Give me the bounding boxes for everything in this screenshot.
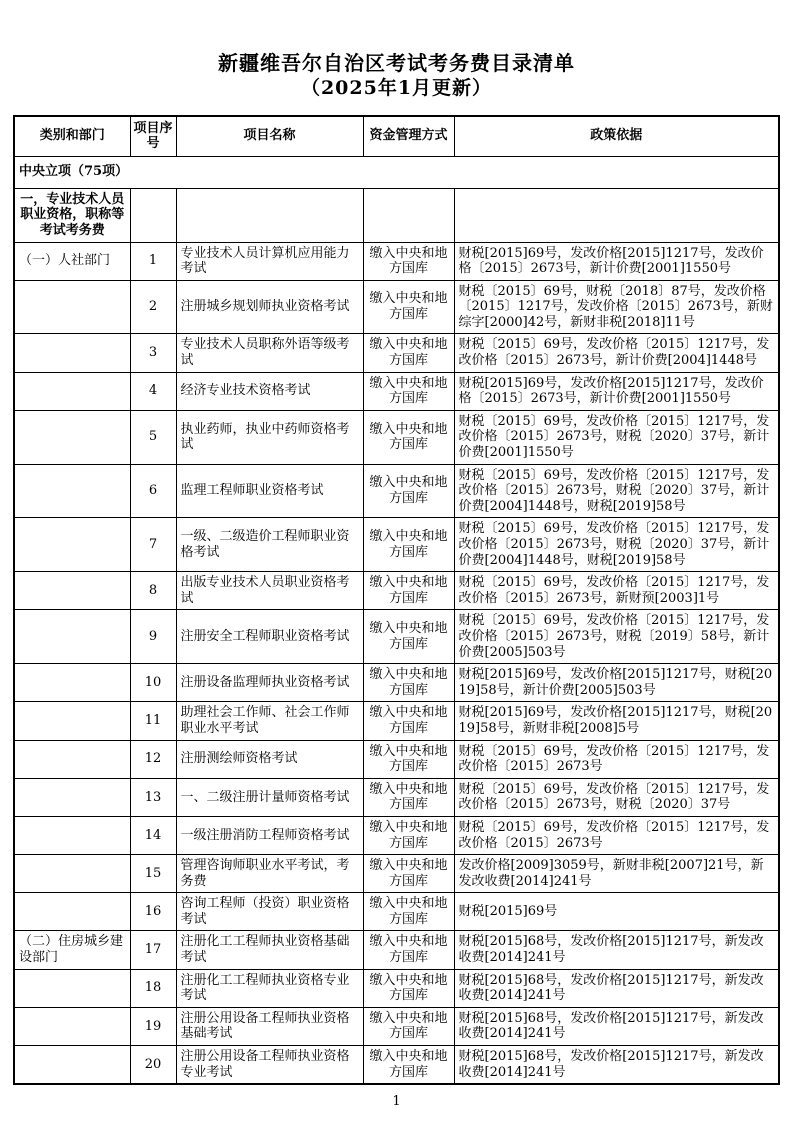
fund-cell: 缴入中央和地方国库 xyxy=(363,610,454,664)
dept-cell xyxy=(14,778,130,816)
column-header-policy: 政策依据 xyxy=(454,116,779,156)
seq-cell: 19 xyxy=(130,1007,176,1045)
table-row xyxy=(14,816,779,854)
seq-cell: 4 xyxy=(130,372,176,410)
seq-cell: 12 xyxy=(130,740,176,778)
dept-cell xyxy=(14,572,130,610)
fund-cell: 缴入中央和地方国库 xyxy=(363,464,454,518)
name-cell: 注册公用设备工程师执业资格专业考试 xyxy=(176,1046,363,1085)
seq-cell: 16 xyxy=(130,893,176,931)
policy-cell: 财税〔2015〕69号，发改价格〔2015〕1217号，发改价格〔2015〕2673号 xyxy=(454,816,779,854)
dept-cell xyxy=(14,855,130,893)
dept-cell xyxy=(14,740,130,778)
policy-cell: 财税[2015]68号，发改价格[2015]1217号，新发改收费[2014]241号 xyxy=(454,931,779,969)
page-number: 1 xyxy=(392,1094,401,1110)
policy-cell: 财税〔2015〕69号，发改价格〔2015〕1217号，发改价格〔2015〕2673号，财税〔2020〕37号，新计价费[2001]1550号 xyxy=(454,410,779,464)
fund-cell: 缴入中央和地方国库 xyxy=(363,664,454,702)
policy-cell: 财税〔2015〕69号，财税〔2018〕87号，发改价格〔2015〕1217号，发改价格〔2015〕2673号，新财综字[2000]42号，新财非税[2018]11号 xyxy=(454,280,779,334)
table-row xyxy=(14,610,779,664)
fund-cell: 缴入中央和地方国库 xyxy=(363,855,454,893)
dept-cell xyxy=(14,969,130,1007)
column-header-category: 类别和部门 xyxy=(14,116,130,156)
fund-cell: 缴入中央和地方国库 xyxy=(363,334,454,372)
name-cell: 一级、二级造价工程师职业资格考试 xyxy=(176,518,363,572)
section-label: 中央立项（75项） xyxy=(14,156,779,188)
table-row xyxy=(14,372,779,410)
seq-cell: 15 xyxy=(130,855,176,893)
page-subtitle: （2025年1月更新） xyxy=(300,77,493,99)
name-cell: 出版专业技术人员职业资格考试 xyxy=(176,572,363,610)
table-row xyxy=(14,1007,779,1045)
name-cell: 注册公用设备工程师执业资格基础考试 xyxy=(176,1007,363,1045)
name-cell: 注册化工工程师执业资格专业考试 xyxy=(176,969,363,1007)
fund-cell: 缴入中央和地方国库 xyxy=(363,372,454,410)
policy-cell: 财税[2015]69号，发改价格[2015]1217号，财税[2019]58号，新计价费[2005]503号 xyxy=(454,664,779,702)
table-row xyxy=(14,242,779,280)
dept-cell xyxy=(14,893,130,931)
dept-cell xyxy=(14,664,130,702)
dept-cell xyxy=(14,816,130,854)
table-row xyxy=(14,778,779,816)
dept-cell xyxy=(14,334,130,372)
dept-cell xyxy=(14,464,130,518)
seq-cell: 18 xyxy=(130,969,176,1007)
policy-cell: 财税[2015]68号，发改价格[2015]1217号，新发改收费[2014]241号 xyxy=(454,969,779,1007)
empty-cell xyxy=(454,188,779,242)
seq-cell: 20 xyxy=(130,1046,176,1085)
policy-cell: 发改价格[2009]3059号，新财非税[2007]21号，新发改收费[2014]241号 xyxy=(454,855,779,893)
name-cell: 注册安全工程师职业资格考试 xyxy=(176,610,363,664)
name-cell: 一级注册消防工程师资格考试 xyxy=(176,816,363,854)
seq-cell: 10 xyxy=(130,664,176,702)
dept-cell xyxy=(14,280,130,334)
group-row xyxy=(14,188,779,242)
name-cell: 监理工程师职业资格考试 xyxy=(176,464,363,518)
fund-cell: 缴入中央和地方国库 xyxy=(363,518,454,572)
seq-cell: 6 xyxy=(130,464,176,518)
fund-cell: 缴入中央和地方国库 xyxy=(363,1007,454,1045)
table-row xyxy=(14,702,779,740)
dept-cell xyxy=(14,702,130,740)
name-cell: 执业药师，执业中药师资格考试 xyxy=(176,410,363,464)
table-row xyxy=(14,464,779,518)
table-row xyxy=(14,664,779,702)
section-row xyxy=(14,156,779,188)
seq-cell: 1 xyxy=(130,242,176,280)
policy-cell: 财税[2015]68号，发改价格[2015]1217号，新发改收费[2014]241号 xyxy=(454,1046,779,1085)
dept-cell: （一）人社部门 xyxy=(14,242,130,280)
fund-cell: 缴入中央和地方国库 xyxy=(363,816,454,854)
policy-cell: 财税[2015]69号，发改价格[2015]1217号，财税[2019]58号，新财非税[2008]5号 xyxy=(454,702,779,740)
name-cell: 专业技术人员职称外语等级考试 xyxy=(176,334,363,372)
policy-cell: 财税〔2015〕69号，发改价格〔2015〕1217号，发改价格〔2015〕2673号，财税〔2020〕37号，新计价费[2004]1448号，财税[2019]58号 xyxy=(454,464,779,518)
column-header-seq: 项目序号 xyxy=(130,116,176,156)
dept-cell xyxy=(14,372,130,410)
fund-cell: 缴入中央和地方国库 xyxy=(363,740,454,778)
seq-cell: 8 xyxy=(130,572,176,610)
name-cell: 注册城乡规划师执业资格考试 xyxy=(176,280,363,334)
table-row xyxy=(14,969,779,1007)
name-cell: 经济专业技术资格考试 xyxy=(176,372,363,410)
fund-cell: 缴入中央和地方国库 xyxy=(363,280,454,334)
table-row xyxy=(14,931,779,969)
seq-cell: 14 xyxy=(130,816,176,854)
page-title: 新疆维吾尔自治区考试考务费目录清单 xyxy=(218,51,575,75)
fund-cell: 缴入中央和地方国库 xyxy=(363,778,454,816)
empty-cell xyxy=(176,188,363,242)
policy-cell: 财税〔2015〕69号，发改价格〔2015〕1217号，发改价格〔2015〕2673号，新计价费[2004]1448号 xyxy=(454,334,779,372)
seq-cell: 2 xyxy=(130,280,176,334)
seq-cell: 11 xyxy=(130,702,176,740)
fund-cell: 缴入中央和地方国库 xyxy=(363,572,454,610)
table-row xyxy=(14,740,779,778)
table-row xyxy=(14,1046,779,1085)
fund-cell: 缴入中央和地方国库 xyxy=(363,410,454,464)
table-row xyxy=(14,280,779,334)
fund-cell: 缴入中央和地方国库 xyxy=(363,702,454,740)
fund-cell: 缴入中央和地方国库 xyxy=(363,931,454,969)
seq-cell: 9 xyxy=(130,610,176,664)
column-header-name: 项目名称 xyxy=(176,116,363,156)
empty-cell xyxy=(363,188,454,242)
name-cell: 注册测绘师资格考试 xyxy=(176,740,363,778)
dept-cell xyxy=(14,518,130,572)
fund-cell: 缴入中央和地方国库 xyxy=(363,242,454,280)
seq-cell: 7 xyxy=(130,518,176,572)
fee-table xyxy=(13,115,780,1085)
table-row xyxy=(14,410,779,464)
dept-cell: （二）住房城乡建设部门 xyxy=(14,931,130,969)
fund-cell: 缴入中央和地方国库 xyxy=(363,1046,454,1085)
name-cell: 咨询工程师（投资）职业资格考试 xyxy=(176,893,363,931)
seq-cell: 3 xyxy=(130,334,176,372)
policy-cell: 财税[2015]68号，发改价格[2015]1217号，新发改收费[2014]241号 xyxy=(454,1007,779,1045)
table-header xyxy=(14,116,779,156)
name-cell: 管理咨询师职业水平考试，考务费 xyxy=(176,855,363,893)
seq-cell: 13 xyxy=(130,778,176,816)
fund-cell: 缴入中央和地方国库 xyxy=(363,893,454,931)
table-row xyxy=(14,334,779,372)
table-row xyxy=(14,893,779,931)
table-row xyxy=(14,518,779,572)
header-row xyxy=(14,116,779,156)
policy-cell: 财税[2015]69号，发改价格[2015]1217号，发改价格〔2015〕2673号，新计价费[2001]1550号 xyxy=(454,242,779,280)
policy-cell: 财税〔2015〕69号，发改价格〔2015〕1217号，发改价格〔2015〕2673号，财税〔2020〕37号 xyxy=(454,778,779,816)
policy-cell: 财税[2015]69号，发改价格[2015]1217号，发改价格〔2015〕2673号，新计价费[2001]1550号 xyxy=(454,372,779,410)
name-cell: 注册设备监理师执业资格考试 xyxy=(176,664,363,702)
name-cell: 助理社会工作师、社会工作师职业水平考试 xyxy=(176,702,363,740)
policy-cell: 财税[2015]69号 xyxy=(454,893,779,931)
table-row xyxy=(14,572,779,610)
column-header-fund: 资金管理方式 xyxy=(363,116,454,156)
name-cell: 注册化工工程师执业资格基础考试 xyxy=(176,931,363,969)
name-cell: 一、二级注册计量师资格考试 xyxy=(176,778,363,816)
seq-cell: 17 xyxy=(130,931,176,969)
dept-cell xyxy=(14,1046,130,1085)
fund-cell: 缴入中央和地方国库 xyxy=(363,969,454,1007)
policy-cell: 财税〔2015〕69号，发改价格〔2015〕1217号，发改价格〔2015〕2673号 xyxy=(454,740,779,778)
seq-cell: 5 xyxy=(130,410,176,464)
dept-cell xyxy=(14,1007,130,1045)
dept-cell xyxy=(14,410,130,464)
policy-cell: 财税〔2015〕69号，发改价格〔2015〕1217号，发改价格〔2015〕2673号，财税〔2019〕58号，新计价费[2005]503号 xyxy=(454,610,779,664)
group-label: 一，专业技术人员职业资格，职称等考试考务费 xyxy=(14,188,130,242)
name-cell: 专业技术人员计算机应用能力考试 xyxy=(176,242,363,280)
table-row xyxy=(14,855,779,893)
policy-cell: 财税〔2015〕69号，发改价格〔2015〕1217号，发改价格〔2015〕2673号，新财预[2003]1号 xyxy=(454,572,779,610)
dept-cell xyxy=(14,610,130,664)
empty-cell xyxy=(130,188,176,242)
policy-cell: 财税〔2015〕69号，发改价格〔2015〕1217号，发改价格〔2015〕2673号，财税〔2020〕37号，新计价费[2004]1448号，财税[2019]58号 xyxy=(454,518,779,572)
